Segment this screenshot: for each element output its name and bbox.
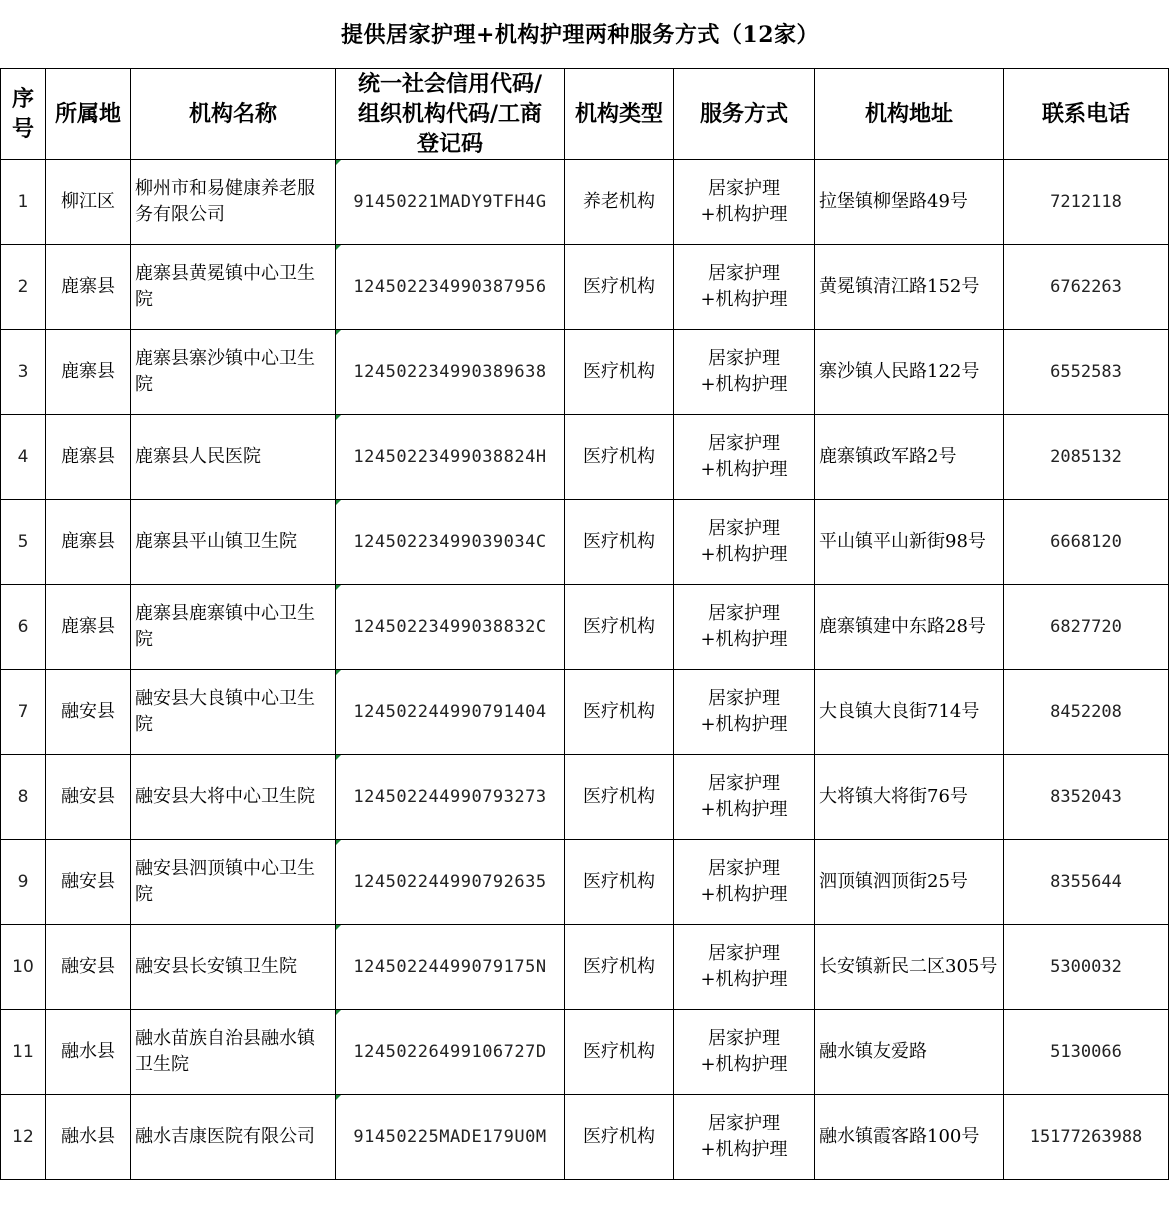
cell-address: 大将镇大将街76号	[815, 755, 1004, 840]
cell-phone: 6552583	[1004, 330, 1169, 415]
cell-phone: 6827720	[1004, 585, 1169, 670]
cell-service: 居家护理+机构护理	[674, 1010, 815, 1095]
cell-region: 融水县	[46, 1095, 131, 1180]
cell-address: 寨沙镇人民路122号	[815, 330, 1004, 415]
cell-index: 4	[1, 415, 46, 500]
header-row	[1, 69, 1169, 160]
cell-region: 柳江区	[46, 160, 131, 245]
cell-index: 7	[1, 670, 46, 755]
cell-service: 居家护理+机构护理	[674, 755, 815, 840]
header-code: 统一社会信用代码/组织机构代码/工商登记码	[336, 69, 565, 160]
table-row	[1, 1095, 1169, 1180]
cell-type: 医疗机构	[565, 1010, 674, 1095]
cell-region: 融安县	[46, 840, 131, 925]
cell-index: 8	[1, 755, 46, 840]
cell-region: 融水县	[46, 1010, 131, 1095]
cell-service: 居家护理+机构护理	[674, 500, 815, 585]
header-index: 序号	[1, 69, 46, 160]
cell-type: 医疗机构	[565, 755, 674, 840]
cell-code: 124502244990793273	[336, 755, 565, 840]
cell-service: 居家护理+机构护理	[674, 330, 815, 415]
cell-type: 养老机构	[565, 160, 674, 245]
cell-index: 12	[1, 1095, 46, 1180]
cell-name: 鹿寨县平山镇卫生院	[131, 500, 336, 585]
cell-name: 融水苗族自治县融水镇卫生院	[131, 1010, 336, 1095]
cell-code: 12450224499079175N	[336, 925, 565, 1010]
cell-name: 融安县大良镇中心卫生院	[131, 670, 336, 755]
cell-code: 12450223499038832C	[336, 585, 565, 670]
cell-index: 11	[1, 1010, 46, 1095]
cell-phone: 8355644	[1004, 840, 1169, 925]
cell-region: 鹿寨县	[46, 500, 131, 585]
cell-code: 124502234990389638	[336, 330, 565, 415]
cell-code: 12450223499038824H	[336, 415, 565, 500]
cell-name: 鹿寨县寨沙镇中心卫生院	[131, 330, 336, 415]
cell-address: 融水镇友爱路	[815, 1010, 1004, 1095]
cell-type: 医疗机构	[565, 585, 674, 670]
cell-index: 5	[1, 500, 46, 585]
cell-address: 黄冕镇清江路152号	[815, 245, 1004, 330]
cell-name: 鹿寨县鹿寨镇中心卫生院	[131, 585, 336, 670]
header-region: 所属地	[46, 69, 131, 160]
cell-phone: 15177263988	[1004, 1095, 1169, 1180]
cell-address: 大良镇大良街714号	[815, 670, 1004, 755]
cell-index: 6	[1, 585, 46, 670]
cell-address: 融水镇霞客路100号	[815, 1095, 1004, 1180]
table-row	[1, 585, 1169, 670]
cell-region: 融安县	[46, 670, 131, 755]
cell-address: 平山镇平山新街98号	[815, 500, 1004, 585]
table-row	[1, 755, 1169, 840]
cell-address: 拉堡镇柳堡路49号	[815, 160, 1004, 245]
cell-name: 融安县长安镇卫生院	[131, 925, 336, 1010]
cell-service: 居家护理+机构护理	[674, 925, 815, 1010]
institution-table	[0, 68, 1169, 1180]
cell-region: 融安县	[46, 925, 131, 1010]
page-title: 提供居家护理+机构护理两种服务方式（12家）	[340, 22, 820, 48]
cell-phone: 5300032	[1004, 925, 1169, 1010]
table-row	[1, 670, 1169, 755]
cell-name: 鹿寨县黄冕镇中心卫生院	[131, 245, 336, 330]
cell-name: 鹿寨县人民医院	[131, 415, 336, 500]
table-row	[1, 415, 1169, 500]
header-address: 机构地址	[815, 69, 1004, 160]
cell-code: 12450223499039034C	[336, 500, 565, 585]
cell-code: 12450226499106727D	[336, 1010, 565, 1095]
table-row	[1, 925, 1169, 1010]
header-name: 机构名称	[131, 69, 336, 160]
cell-type: 医疗机构	[565, 245, 674, 330]
cell-region: 鹿寨县	[46, 415, 131, 500]
header-service: 服务方式	[674, 69, 815, 160]
cell-address: 长安镇新民二区305号	[815, 925, 1004, 1010]
cell-index: 3	[1, 330, 46, 415]
cell-code: 91450221MADY9TFH4G	[336, 160, 565, 245]
cell-code: 124502244990791404	[336, 670, 565, 755]
cell-service: 居家护理+机构护理	[674, 840, 815, 925]
cell-code: 124502234990387956	[336, 245, 565, 330]
cell-address: 鹿寨镇建中东路28号	[815, 585, 1004, 670]
cell-phone: 2085132	[1004, 415, 1169, 500]
cell-index: 1	[1, 160, 46, 245]
table-row	[1, 1010, 1169, 1095]
cell-type: 医疗机构	[565, 1095, 674, 1180]
cell-phone: 6762263	[1004, 245, 1169, 330]
cell-type: 医疗机构	[565, 670, 674, 755]
cell-service: 居家护理+机构护理	[674, 160, 815, 245]
cell-name: 融水吉康医院有限公司	[131, 1095, 336, 1180]
table-row	[1, 840, 1169, 925]
cell-type: 医疗机构	[565, 415, 674, 500]
cell-type: 医疗机构	[565, 500, 674, 585]
cell-index: 9	[1, 840, 46, 925]
cell-region: 融安县	[46, 755, 131, 840]
cell-address: 鹿寨镇政军路2号	[815, 415, 1004, 500]
cell-index: 2	[1, 245, 46, 330]
header-type: 机构类型	[565, 69, 674, 160]
cell-phone: 5130066	[1004, 1010, 1169, 1095]
header-phone: 联系电话	[1004, 69, 1169, 160]
cell-service: 居家护理+机构护理	[674, 245, 815, 330]
cell-name: 柳州市和易健康养老服务有限公司	[131, 160, 336, 245]
cell-phone: 8452208	[1004, 670, 1169, 755]
cell-type: 医疗机构	[565, 840, 674, 925]
cell-type: 医疗机构	[565, 330, 674, 415]
cell-service: 居家护理+机构护理	[674, 670, 815, 755]
cell-address: 泗顶镇泗顶街25号	[815, 840, 1004, 925]
cell-code: 91450225MADE179U0M	[336, 1095, 565, 1180]
cell-region: 鹿寨县	[46, 585, 131, 670]
cell-type: 医疗机构	[565, 925, 674, 1010]
cell-service: 居家护理+机构护理	[674, 585, 815, 670]
cell-name: 融安县大将中心卫生院	[131, 755, 336, 840]
cell-phone: 7212118	[1004, 160, 1169, 245]
cell-name: 融安县泗顶镇中心卫生院	[131, 840, 336, 925]
cell-service: 居家护理+机构护理	[674, 1095, 815, 1180]
cell-index: 10	[1, 925, 46, 1010]
cell-region: 鹿寨县	[46, 245, 131, 330]
table-row	[1, 160, 1169, 245]
table-row	[1, 330, 1169, 415]
cell-service: 居家护理+机构护理	[674, 415, 815, 500]
cell-region: 鹿寨县	[46, 330, 131, 415]
table-row	[1, 500, 1169, 585]
cell-phone: 8352043	[1004, 755, 1169, 840]
cell-phone: 6668120	[1004, 500, 1169, 585]
table-row	[1, 245, 1169, 330]
cell-code: 124502244990792635	[336, 840, 565, 925]
